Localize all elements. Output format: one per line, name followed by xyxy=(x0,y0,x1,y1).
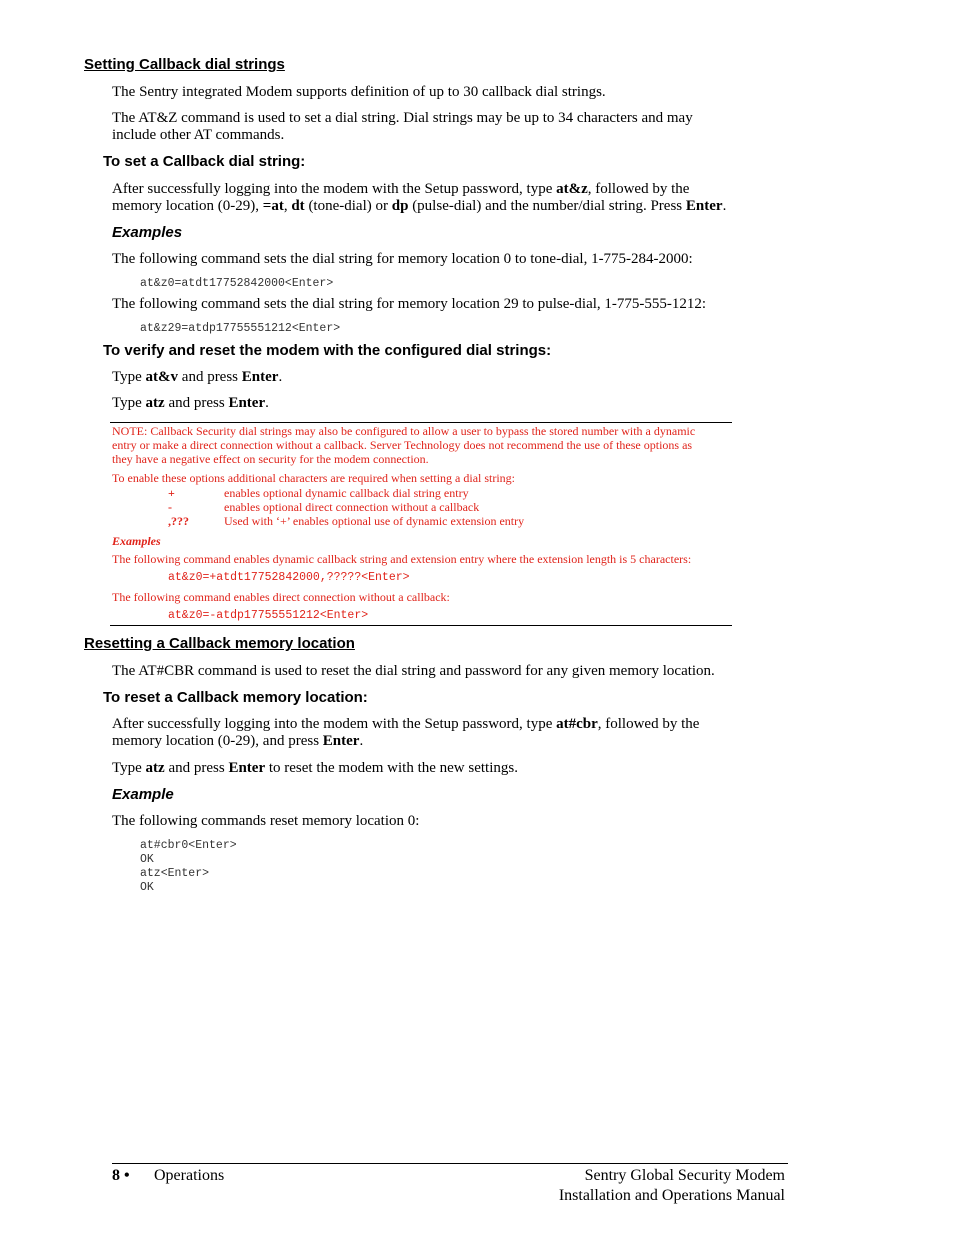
paragraph: The AT#CBR command is used to reset the dial string and password for any given memory location. xyxy=(112,663,715,679)
footer-subtitle: Installation and Operations Manual xyxy=(558,1187,785,1204)
paragraph: The following command sets the dial string for memory location 29 to pulse-dial, 1-775-555-1212: xyxy=(112,296,707,312)
section-heading-callback-dial-strings: Setting Callback dial strings xyxy=(84,56,285,73)
paragraph: memory location (0-29), =at, dt (tone-dial) or dp (pulse-dial) and the number/dial string. Press Enter. xyxy=(112,198,727,214)
page-number: 8 • xyxy=(112,1167,130,1184)
paragraph: Type atz and press Enter. xyxy=(112,395,269,411)
note-code-line: at&z0=+atdt17752842000,?????<Enter> xyxy=(168,571,410,584)
code-line: at&z29=atdp17755551212<Enter> xyxy=(140,322,341,335)
paragraph: The following command sets the dial string for memory location 0 to tone-dial, 1-775-284-2000: xyxy=(112,251,693,267)
note-text: entry or make a direct connection without a callback. Server Technology does not recommend the use of these options as xyxy=(112,438,693,452)
note-examples-heading: Examples xyxy=(112,534,161,548)
option-symbol: ,??? xyxy=(168,514,189,528)
option-description: enables optional dynamic callback dial string entry xyxy=(224,486,469,500)
paragraph: Type atz and press Enter to reset the modem with the new settings. xyxy=(112,760,518,776)
note-text: To enable these options additional characters are required when setting a dial string: xyxy=(112,471,516,485)
subheading-set-dial-string: To set a Callback dial string: xyxy=(103,153,306,170)
option-symbol: + xyxy=(168,486,175,500)
code-line: OK xyxy=(140,853,154,866)
paragraph: After successfully logging into the modem with the Setup password, type at#cbr, followed by the xyxy=(112,716,700,732)
paragraph: include other AT commands. xyxy=(112,127,285,143)
code-line: OK xyxy=(140,881,154,894)
note-text: they have a negative effect on security for the modem connection. xyxy=(112,452,429,466)
examples-heading: Examples xyxy=(112,224,183,241)
footer-title: Sentry Global Security Modem xyxy=(584,1167,785,1184)
subheading-reset-memory: To reset a Callback memory location: xyxy=(103,689,368,706)
paragraph: The following commands reset memory location 0: xyxy=(112,813,420,829)
code-line: at&z0=atdt17752842000<Enter> xyxy=(140,277,334,290)
footer-rule xyxy=(112,1163,788,1164)
paragraph: Type at&v and press Enter. xyxy=(112,369,283,385)
note-text: The following command enables direct connection without a callback: xyxy=(112,590,450,604)
paragraph: memory location (0-29), and press Enter. xyxy=(112,733,364,749)
section-heading-resetting-memory: Resetting a Callback memory location xyxy=(84,635,355,652)
option-description: Used with ‘+’ enables optional use of dynamic extension entry xyxy=(224,514,525,528)
paragraph: The Sentry integrated Modem supports definition of up to 30 callback dial strings. xyxy=(112,84,606,100)
code-line: atz<Enter> xyxy=(140,867,210,880)
note-top-rule xyxy=(110,422,732,423)
subheading-verify-reset: To verify and reset the modem with the configured dial strings: xyxy=(103,342,552,359)
paragraph: The AT&Z command is used to set a dial string. Dial strings may be up to 34 characters and may xyxy=(112,110,693,126)
footer-section: Operations xyxy=(154,1167,225,1184)
note-bottom-rule xyxy=(110,625,732,626)
note-text: The following command enables dynamic callback string and extension entry where the extension length is 5 characters: xyxy=(112,552,692,566)
note-code-line: at&z0=-atdp17755551212<Enter> xyxy=(168,609,369,622)
option-symbol: - xyxy=(168,500,172,514)
option-description: enables optional direct connection without a callback xyxy=(224,500,480,514)
code-line: at#cbr0<Enter> xyxy=(140,839,237,852)
note-text: NOTE: Callback Security dial strings may also be configured to allow a user to bypass the stored number with a dynamic xyxy=(112,424,696,438)
paragraph: After successfully logging into the modem with the Setup password, type at&z, followed by the xyxy=(112,181,690,197)
example-heading: Example xyxy=(112,786,174,803)
